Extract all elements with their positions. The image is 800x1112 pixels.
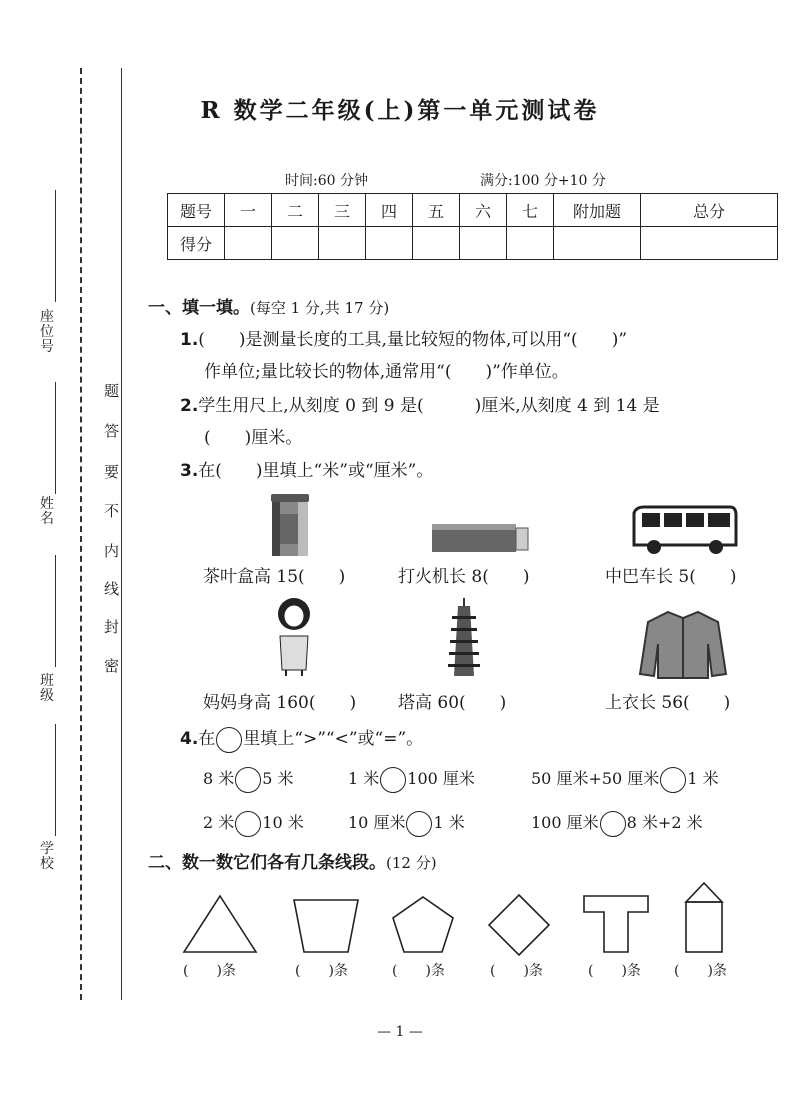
question-text: 学生用尺上,从刻度 0 到 9 是( )厘米,从刻度 4 到 14 是 xyxy=(198,396,660,416)
score-table xyxy=(167,193,778,260)
question-number: 2. xyxy=(180,396,199,416)
compare-circle[interactable] xyxy=(235,767,261,793)
diamond-shape xyxy=(486,892,552,958)
seal-char: 内 xyxy=(104,542,120,560)
seal-char: 线 xyxy=(104,580,120,598)
compare-left: 10 厘米 xyxy=(348,813,406,832)
shape-answer-blank[interactable]: ( )条 xyxy=(295,963,348,979)
lighter-image xyxy=(430,520,530,554)
seal-char: 密 xyxy=(104,657,120,675)
shape-answer-blank[interactable]: ( )条 xyxy=(674,963,727,979)
question-number: 3. xyxy=(180,461,199,481)
score-cell[interactable] xyxy=(413,227,460,260)
score-table-header-row xyxy=(168,194,778,227)
section-2-points: (12 分) xyxy=(386,854,437,872)
seat-number-label: 座 位 号 xyxy=(40,309,54,355)
question-1 xyxy=(180,324,627,356)
compare-right: 1 米 xyxy=(433,813,465,832)
score-cell[interactable] xyxy=(460,227,507,260)
mother-height-label: 妈妈身高 160( ) xyxy=(203,693,357,713)
lighter-label: 打火机长 8( ) xyxy=(398,567,530,587)
question-3 xyxy=(180,455,433,487)
section-2-title: 二、数一数它们各有几条线段。 xyxy=(148,853,386,873)
compare-right: 8 米+2 米 xyxy=(626,813,703,832)
score-header-cell: 六 xyxy=(460,194,507,227)
compare-circle[interactable] xyxy=(406,811,432,837)
question-text: ( )是测量长度的工具,量比较短的物体,可以用“( )” xyxy=(198,330,628,350)
full-score: 满分:100 分+10 分 xyxy=(480,173,606,189)
score-cell[interactable] xyxy=(225,227,272,260)
question-text: 在( )里填上“米”或“厘米”。 xyxy=(198,461,434,481)
question-2-cont: ( )厘米。 xyxy=(204,428,303,448)
score-header-cell: 题号 xyxy=(168,194,225,227)
section-1-title: 一、填一填。 xyxy=(148,298,250,318)
shape-answer-blank[interactable]: ( )条 xyxy=(392,963,445,979)
compare-circle[interactable] xyxy=(380,767,406,793)
jacket-length-label: 上衣长 56( ) xyxy=(605,693,731,713)
score-header-cell: 总分 xyxy=(641,194,778,227)
compare-right: 100 厘米 xyxy=(407,769,475,788)
compare-item xyxy=(348,810,465,837)
score-header-cell: 五 xyxy=(413,194,460,227)
score-header-cell: 二 xyxy=(272,194,319,227)
score-table-row xyxy=(168,227,778,260)
triangle-shape xyxy=(180,892,260,956)
binding-solid-line xyxy=(121,68,122,1000)
score-header-cell: 附加题 xyxy=(554,194,641,227)
compare-item xyxy=(531,810,703,837)
compare-left: 1 米 xyxy=(348,769,380,788)
section-1-points: (每空 1 分,共 17 分) xyxy=(250,299,390,317)
compare-item xyxy=(348,766,475,793)
compare-right: 1 米 xyxy=(687,769,719,788)
trapezoid-shape xyxy=(290,896,362,956)
minibus-image xyxy=(630,505,740,555)
compare-item xyxy=(203,810,304,837)
class-label: 班 级 xyxy=(40,673,54,704)
circle-symbol xyxy=(216,727,242,753)
tea-canister-label: 茶叶盒高 15( ) xyxy=(203,567,346,587)
score-header-cell: 一 xyxy=(225,194,272,227)
compare-left: 100 厘米 xyxy=(531,813,599,832)
compare-right: 5 米 xyxy=(262,769,294,788)
question-4 xyxy=(180,723,423,755)
seal-char: 封 xyxy=(104,618,120,636)
tower-image xyxy=(444,598,484,678)
section-2-heading xyxy=(148,848,437,873)
binding-dashed-line xyxy=(80,68,82,1000)
score-cell[interactable] xyxy=(641,227,778,260)
section-1-heading xyxy=(148,293,389,318)
seat-number-field[interactable] xyxy=(55,190,56,302)
compare-item xyxy=(531,766,719,793)
score-header-cell: 七 xyxy=(507,194,554,227)
class-field[interactable] xyxy=(55,555,56,667)
shape-answer-blank[interactable]: ( )条 xyxy=(490,963,543,979)
school-label: 学 校 xyxy=(40,841,54,872)
page-title: R 数学二年级(上)第一单元测试卷 xyxy=(200,97,600,124)
jacket-image xyxy=(638,608,728,680)
compare-item xyxy=(203,766,294,793)
t-shape xyxy=(580,892,652,956)
seal-char: 答 xyxy=(104,422,120,440)
tea-canister-image xyxy=(268,492,312,558)
question-1-cont: 作单位;量比较长的物体,通常用“( )”作单位。 xyxy=(204,362,569,382)
shape-answer-blank[interactable]: ( )条 xyxy=(588,963,641,979)
compare-circle[interactable] xyxy=(600,811,626,837)
question-text: 在 xyxy=(198,729,216,749)
question-number: 1. xyxy=(180,330,199,350)
compare-left: 2 米 xyxy=(203,813,235,832)
pentagon-shape xyxy=(390,894,456,956)
compare-left: 8 米 xyxy=(203,769,235,788)
name-field[interactable] xyxy=(55,382,56,494)
minibus-label: 中巴车长 5( ) xyxy=(605,567,737,587)
page-number: — 1 — xyxy=(377,1024,423,1040)
score-cell[interactable] xyxy=(507,227,554,260)
compare-circle[interactable] xyxy=(235,811,261,837)
score-cell[interactable] xyxy=(319,227,366,260)
question-number: 4. xyxy=(180,729,199,749)
question-text: 里填上“>”“<”或“=”。 xyxy=(243,729,424,749)
score-cell[interactable] xyxy=(554,227,641,260)
score-row-label: 得分 xyxy=(168,227,225,260)
score-header-cell: 三 xyxy=(319,194,366,227)
seal-char: 题 xyxy=(104,382,120,400)
question-2 xyxy=(180,390,660,422)
seal-char: 要 xyxy=(104,463,120,481)
time-limit: 时间:60 分钟 xyxy=(285,173,368,189)
mother-image xyxy=(270,596,318,678)
compare-left: 50 厘米+50 厘米 xyxy=(531,769,660,788)
shape-answer-blank[interactable]: ( )条 xyxy=(183,963,236,979)
score-cell[interactable] xyxy=(366,227,413,260)
score-cell[interactable] xyxy=(272,227,319,260)
school-field[interactable] xyxy=(55,724,56,836)
name-label: 姓 名 xyxy=(40,496,54,527)
compare-circle[interactable] xyxy=(660,767,686,793)
house-shape xyxy=(682,880,726,956)
tower-height-label: 塔高 60( ) xyxy=(398,693,507,713)
seal-char: 不 xyxy=(104,502,120,520)
score-header-cell: 四 xyxy=(366,194,413,227)
compare-right: 10 米 xyxy=(262,813,304,832)
